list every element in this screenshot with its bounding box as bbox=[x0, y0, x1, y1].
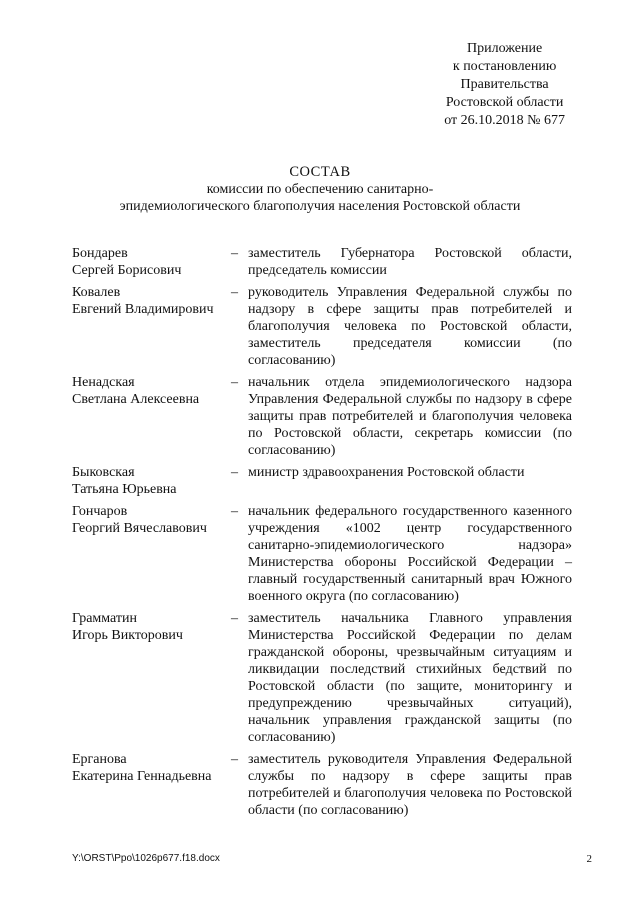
dash-separator: – bbox=[231, 246, 238, 261]
member-entry bbox=[72, 503, 572, 605]
member-role: заместитель Губернатора Ростовской области, председатель комиссии bbox=[248, 246, 572, 278]
member-given-name: Георгий Вячеславович bbox=[72, 521, 207, 536]
member-surname: Быковская bbox=[72, 465, 135, 480]
dash-separator: – bbox=[231, 752, 238, 767]
member-given-name: Игорь Викторович bbox=[72, 628, 183, 643]
member-list bbox=[72, 245, 572, 824]
member-entry bbox=[72, 374, 572, 459]
dash-separator: – bbox=[231, 465, 238, 480]
dash-separator: – bbox=[231, 611, 238, 626]
member-role: заместитель начальника Главного управления Министерства Российской Федерации по делам гражданской обороны, чрезвычайным ситуациям и ликвидации последствий стихийных бедствий по Ростовской области (по защите, мониторингу и предупреждению чрезвычайных ситуаций), начальник управления гражданской защиты (по согласованию) bbox=[248, 611, 572, 745]
dash-separator: – bbox=[231, 504, 238, 519]
member-surname: Бондарев bbox=[72, 246, 128, 261]
member-given-name: Татьяна Юрьевна bbox=[72, 482, 177, 497]
appendix-line: Приложение bbox=[467, 41, 543, 56]
member-role: начальник федерального государственного казенного учреждения «1002 центр государственного санитарно-эпидемиологического надзора» Министерства обороны Российской Федерации – главный государственный санитарный врач Южного военного округа (по согласованию) bbox=[248, 504, 572, 604]
member-role: руководитель Управления Федеральной службы по надзору в сфере защиты прав потребителей и благополучия человека по Ростовской области, заместитель председателя комиссии (по согласованию) bbox=[248, 285, 572, 368]
member-role: начальник отдела эпидемиологического надзора Управления Федеральной службы по надзору в сфере защиты прав потребителей и благополучия человека по Ростовской области, секретарь комиссии (по согласованию) bbox=[248, 375, 572, 458]
member-given-name: Сергей Борисович bbox=[72, 263, 182, 278]
member-entry bbox=[72, 751, 572, 819]
member-role: заместитель руководителя Управления Федеральной службы по надзору в сфере защиты прав потребителей и благополучия человека по Ростовской области (по согласованию) bbox=[248, 752, 572, 818]
document-subtitle-line: эпидемиологического благополучия населения Ростовской области bbox=[119, 199, 521, 214]
member-surname: Ерганова bbox=[72, 752, 127, 767]
member-entry bbox=[72, 284, 572, 369]
member-name bbox=[72, 503, 230, 537]
member-surname: Ковалев bbox=[72, 285, 121, 300]
member-name bbox=[72, 464, 230, 498]
member-surname: Грамматин bbox=[72, 611, 138, 626]
page-number: 2 bbox=[586, 853, 592, 865]
document-title: СОСТАВ bbox=[289, 164, 351, 180]
member-surname: Ненадская bbox=[72, 375, 135, 390]
document-heading bbox=[0, 164, 640, 215]
member-entry bbox=[72, 245, 572, 279]
member-entry bbox=[72, 464, 572, 498]
appendix-line: к постановлению bbox=[452, 59, 557, 74]
member-name bbox=[72, 610, 230, 644]
appendix-line: Правительства bbox=[460, 77, 549, 92]
file-path: Y:\ORST\Ppo\1026p677.f18.docx bbox=[72, 853, 220, 864]
member-name bbox=[72, 374, 230, 408]
member-name bbox=[72, 751, 230, 785]
appendix-line: Ростовской области bbox=[445, 95, 564, 110]
member-surname: Гончаров bbox=[72, 504, 128, 519]
member-name bbox=[72, 284, 230, 318]
member-given-name: Екатерина Геннадьевна bbox=[72, 769, 212, 784]
dash-separator: – bbox=[231, 375, 238, 390]
document-subtitle-line: комиссии по обеспечению санитарно- bbox=[206, 182, 434, 197]
appendix-block bbox=[444, 40, 565, 130]
member-name bbox=[72, 245, 230, 279]
member-role: министр здравоохранения Ростовской области bbox=[248, 465, 525, 480]
member-given-name: Светлана Алексеевна bbox=[72, 392, 200, 407]
member-entry bbox=[72, 610, 572, 746]
appendix-line: от 26.10.2018 № 677 bbox=[444, 113, 565, 128]
dash-separator: – bbox=[231, 285, 238, 300]
member-given-name: Евгений Владимирович bbox=[72, 302, 214, 317]
